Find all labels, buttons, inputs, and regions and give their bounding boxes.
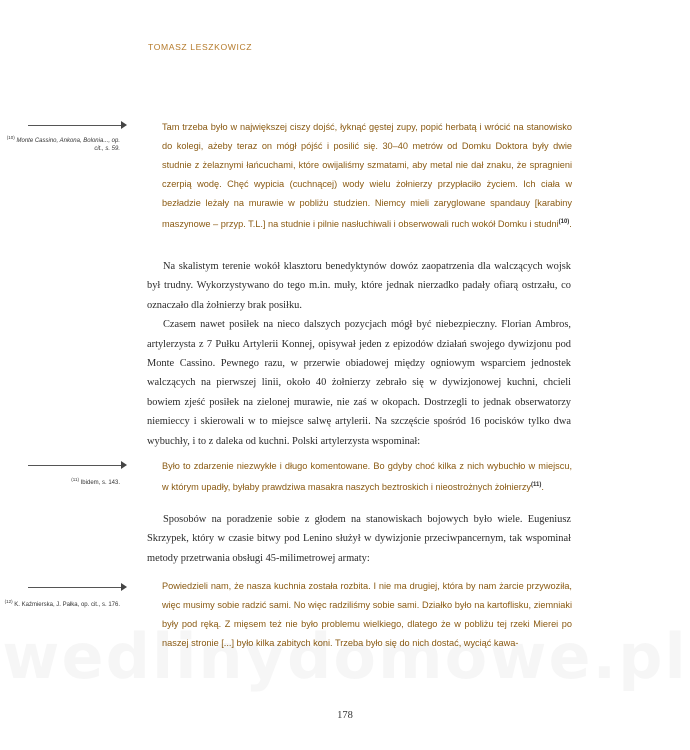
running-header: TOMASZ LESZKOWICZ <box>148 42 253 52</box>
footnote-ref: (11) <box>531 482 542 488</box>
quote-text: Było to zdarzenie niezwykłe i długo komentowane. Bo gdyby choć kilka z nich wybuchło w miejscu, w którym upadły, byłaby prawdziwa masakra naszych beztroskich i nieostrożnych żołnierzy <box>162 461 572 493</box>
footnote-number: (12) <box>4 599 13 604</box>
footnote-pointer-line <box>28 465 122 466</box>
paragraph: Sposobów na poradzenie sobie z głodem na stanowiskach bojowych było wiele. Eugeniusz Skrzypek, który w czasie bitwy pod Lenino służył w dywizjonie przeciwpancernym, tak wspominał metody przetrwania obsługi 45-milimetrowej armaty: <box>147 514 571 564</box>
body-section-2 <box>147 510 571 568</box>
footnote-pointer-arrow <box>121 461 127 469</box>
footnote-number: (11) <box>71 477 79 482</box>
watermark <box>0 620 690 693</box>
footnote-ref: (10) <box>558 219 570 225</box>
quote-block-1: Tam trzeba było w największej ciszy dojść, łyknąć gęstej zupy, popić herbatą i wrócić na stanowisko do kolegi, ażeby teraz on mógł pójść i posilić się. 30–40 metrów od Domku Doktora były dwie studnie z żelaznymi łańcuchami, które owijaliśmy szmatami, aby metal nie dał znaku, że spragnieni czerpią wodę. Chęć wypicia (cuchnącej) wody wielu żołnierzy przypłaciło życiem. Ich ciała w bezładzie leżały na murawie w pobliżu studzien. Niemcy mieli zaryglowane spandauy [karabiny maszynowe – przyp. T.L.] na studnie i pilnie nasłuchiwali i obserwowali ruch wokół Domku i studni$^{(10)}$. <box>162 122 572 230</box>
footnote-text: Monte Cassino, Ankona, Bolonia..., op. cit., s. 59. <box>16 138 120 152</box>
footnote-number: (10) <box>6 135 15 140</box>
footnote-text: K. Kaźmierska, J. Pałka, op. cit., s. 176. <box>14 602 120 608</box>
paragraph: Czasem nawet posiłek na nieco dalszych pozycjach mógł być niebezpieczny. Florian Ambros, artylerzysta z 7 Pułku Artylerii Konnej, opisywał jeden z epizodów działań swojego dywizjonu pod Monte Cassino. Pewnego razu, w przerwie obiadowej między ogniowym wsparciem jednostek walczących na pierwszej linii, około 40 żołnierzy zebrało się w dywizjonowej kuchni, chcieli bowiem zjeść posiłek na zielonej murawie, nie zaś w okopach. Dostrzegli to jednak obserwatorzy niemieccy i skierowali w to miejsce salwę artylerii. Na szczęście spośród 16 pocisków tylko dwa wybuchły, i to z daleka od kuchni. Polski artylerzysta wspominał: <box>147 319 571 447</box>
footnote-12 <box>0 598 120 609</box>
quote-text: Powiedzieli nam, że nasza kuchnia została rozbita. I nie ma drugiej, która by nam żarcie przywoziła, więc musimy sobie radzić sami. No więc radziliśmy sobie sami. Działko było na kartoflisku, ziemniaki były pod ręką. Z mięsem też nie było problemu wielkiego, dlatego że w pobliżu tej rzeki Mierei po naszej stronie [...] było kilka zabitych koni. Trzeba było się do nich dostać, wyciąć kawa- <box>162 581 572 648</box>
body-section-1 <box>147 257 571 451</box>
footnote-pointer-arrow <box>121 121 127 129</box>
quote-block-2: Było to zdarzenie niezwykłe i długo komentowane. Bo gdyby choć kilka z nich wybuchło w miejscu, w którym upadły, byłaby prawdziwa masakra naszych beztroskich i nieostrożnych żołnierzy$^{(11)}$. <box>162 461 572 493</box>
quote-text: Tam trzeba było w największej ciszy dojść, łyknąć gęstej zupy, popić herbatą i wrócić na stanowisko do kolegi, ażeby teraz on mógł pójść i posilić się. 30–40 metrów od Domku Doktora były dwie studnie z żelaznymi łańcuchami, które owijaliśmy szmatami, aby metal nie dał znaku, że spragnieni czerpią wodę. Chęć wypicia (cuchnącej) wody wielu żołnierzy przypłaciło życiem. Ich ciała w bezładzie leżały na murawie w pobliżu studzien. Niemcy mieli zaryglowane spandauy [karabiny maszynowe – przyp. T.L.] na studnie i pilnie nasłuchiwali i obserwowali ruch wokół Domku i studni <box>162 122 572 230</box>
page-number: 178 <box>337 710 353 721</box>
footnote-pointer-line <box>28 587 122 588</box>
paragraph: Na skalistym terenie wokół klasztoru benedyktynów dowóz zaopatrzenia dla walczących wojsk był trudny. Wykorzystywano do tego m.in. muły, które jednak nierzadko padały ofiarą ostrzału, co oznaczało dla żołnierzy brak posiłku. <box>147 261 571 311</box>
footnote-text: Ibidem, s. 143. <box>80 480 120 486</box>
footnote-pointer-line <box>28 125 122 126</box>
footnote-pointer-arrow <box>121 583 127 591</box>
footnote-11 <box>0 476 120 487</box>
footnote-10 <box>0 134 120 153</box>
